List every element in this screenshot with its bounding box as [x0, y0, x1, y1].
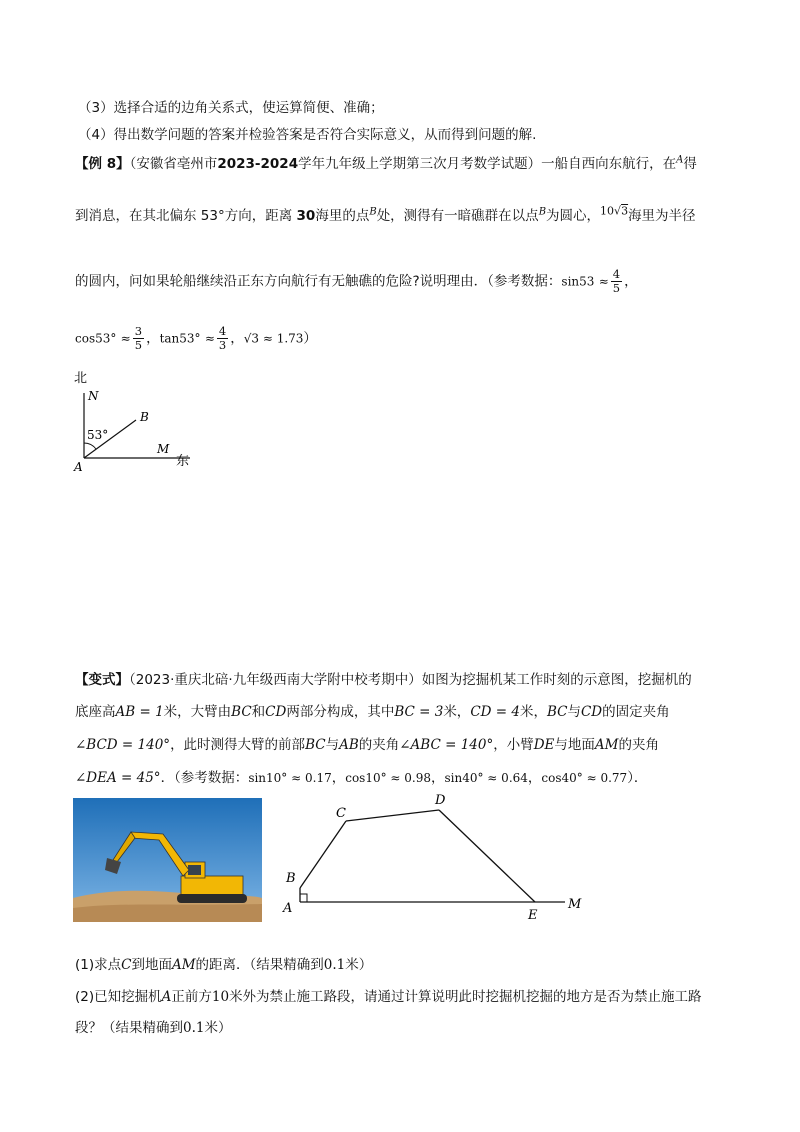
- step-3-text: （3）选择合适的边角关系式，使运算简便、准确；: [78, 100, 384, 116]
- label-b: B: [286, 871, 296, 886]
- step-4-text: （4）得出数学问题的答案并检验答案是否符合实际意义，从而得到问题的解.: [78, 127, 537, 143]
- label-a: A: [74, 460, 83, 474]
- label-e: E: [528, 908, 538, 923]
- segment-cd: [346, 810, 439, 821]
- example-8-line-2: 到消息，在其北偏东 53°方向，距离 30海里的点$^B$处，测得有一暗礁群在以点$^B$为圆心，$^{10√3}$海里为半径: [75, 204, 696, 224]
- north-label: 北: [74, 371, 88, 386]
- cos-fraction: $\frac{3}{5}$: [134, 324, 143, 352]
- bearing-diagram: [60, 365, 220, 475]
- variant-line-3: ∠BCD = 140°，此时测得大臂的前部BC与AB的夹角∠ABC = 140°，小臂DE与地面AM的夹角: [75, 737, 659, 753]
- example-8-line-4: cos53° ≈ $\frac{3}{5}$ ，tan53° ≈ $\frac{4}{3}$ ，√3 ≈ 1.73）: [75, 324, 317, 352]
- right-angle-mark: [300, 894, 307, 902]
- label-m: M: [157, 442, 170, 456]
- label-d: D: [435, 793, 446, 808]
- example-label: 【例 8】: [75, 156, 130, 172]
- east-label: 东: [176, 454, 190, 469]
- excavator-illustration: [73, 798, 262, 922]
- radius-value: 10√3: [600, 204, 629, 218]
- question-2-line-1: (2)已知挖掘机A正前方10米外为禁止施工路段，请通过计算说明此时挖掘机挖掘的地方是否为禁止施工路: [75, 989, 702, 1005]
- label-a: A: [283, 901, 293, 916]
- segment-de: [439, 810, 535, 902]
- question-2-line-2: 段？（结果精确到0.1米）: [75, 1020, 232, 1036]
- example-8-line-3: 的圆内，问如果轮船继续沿正东方向航行有无触礁的危险?说明理由．（参考数据：sin53 ≈ $\frac{4}{5}$ ，: [75, 267, 638, 295]
- angle-arc: [84, 443, 96, 449]
- variant-label: 【变式】: [75, 672, 129, 688]
- label-b: B: [140, 410, 149, 424]
- excavator-photo: [73, 798, 262, 922]
- sin-fraction: $\frac{4}{5}$: [612, 267, 621, 295]
- variant-line-4: ∠DEA = 45°．（参考数据：sin10° ≈ 0.17，cos10° ≈ 0.98，sin40° ≈ 0.64，cos40° ≈ 0.77）．: [75, 770, 648, 786]
- label-m: M: [568, 897, 582, 912]
- example-8-line-1: 【例 8】（安徽省亳州市2023-2024学年九年级上学期第三次月考数学试题）一船自西向东航行，在$^A$得: [75, 154, 697, 172]
- question-1: (1)求点C到地面AM的距离．（结果精确到0.1米）: [75, 957, 373, 973]
- tan-fraction: $\frac{4}{3}$: [218, 324, 227, 352]
- label-n: N: [88, 389, 99, 403]
- excavator-diagram: [270, 784, 590, 924]
- segment-bc: [300, 821, 346, 888]
- variant-line-1: 【变式】（2023·重庆北碚·九年级西南大学附中校考期中）如图为挖掘机某工作时刻的示意图，挖掘机的: [75, 672, 692, 688]
- variant-line-2: 底座高AB = 1米，大臂由BC和CD两部分构成，其中BC = 3米，CD = 4米，BC与CD的固定夹角: [75, 704, 670, 720]
- label-c: C: [336, 806, 346, 821]
- angle-53-label: 53°: [87, 428, 109, 442]
